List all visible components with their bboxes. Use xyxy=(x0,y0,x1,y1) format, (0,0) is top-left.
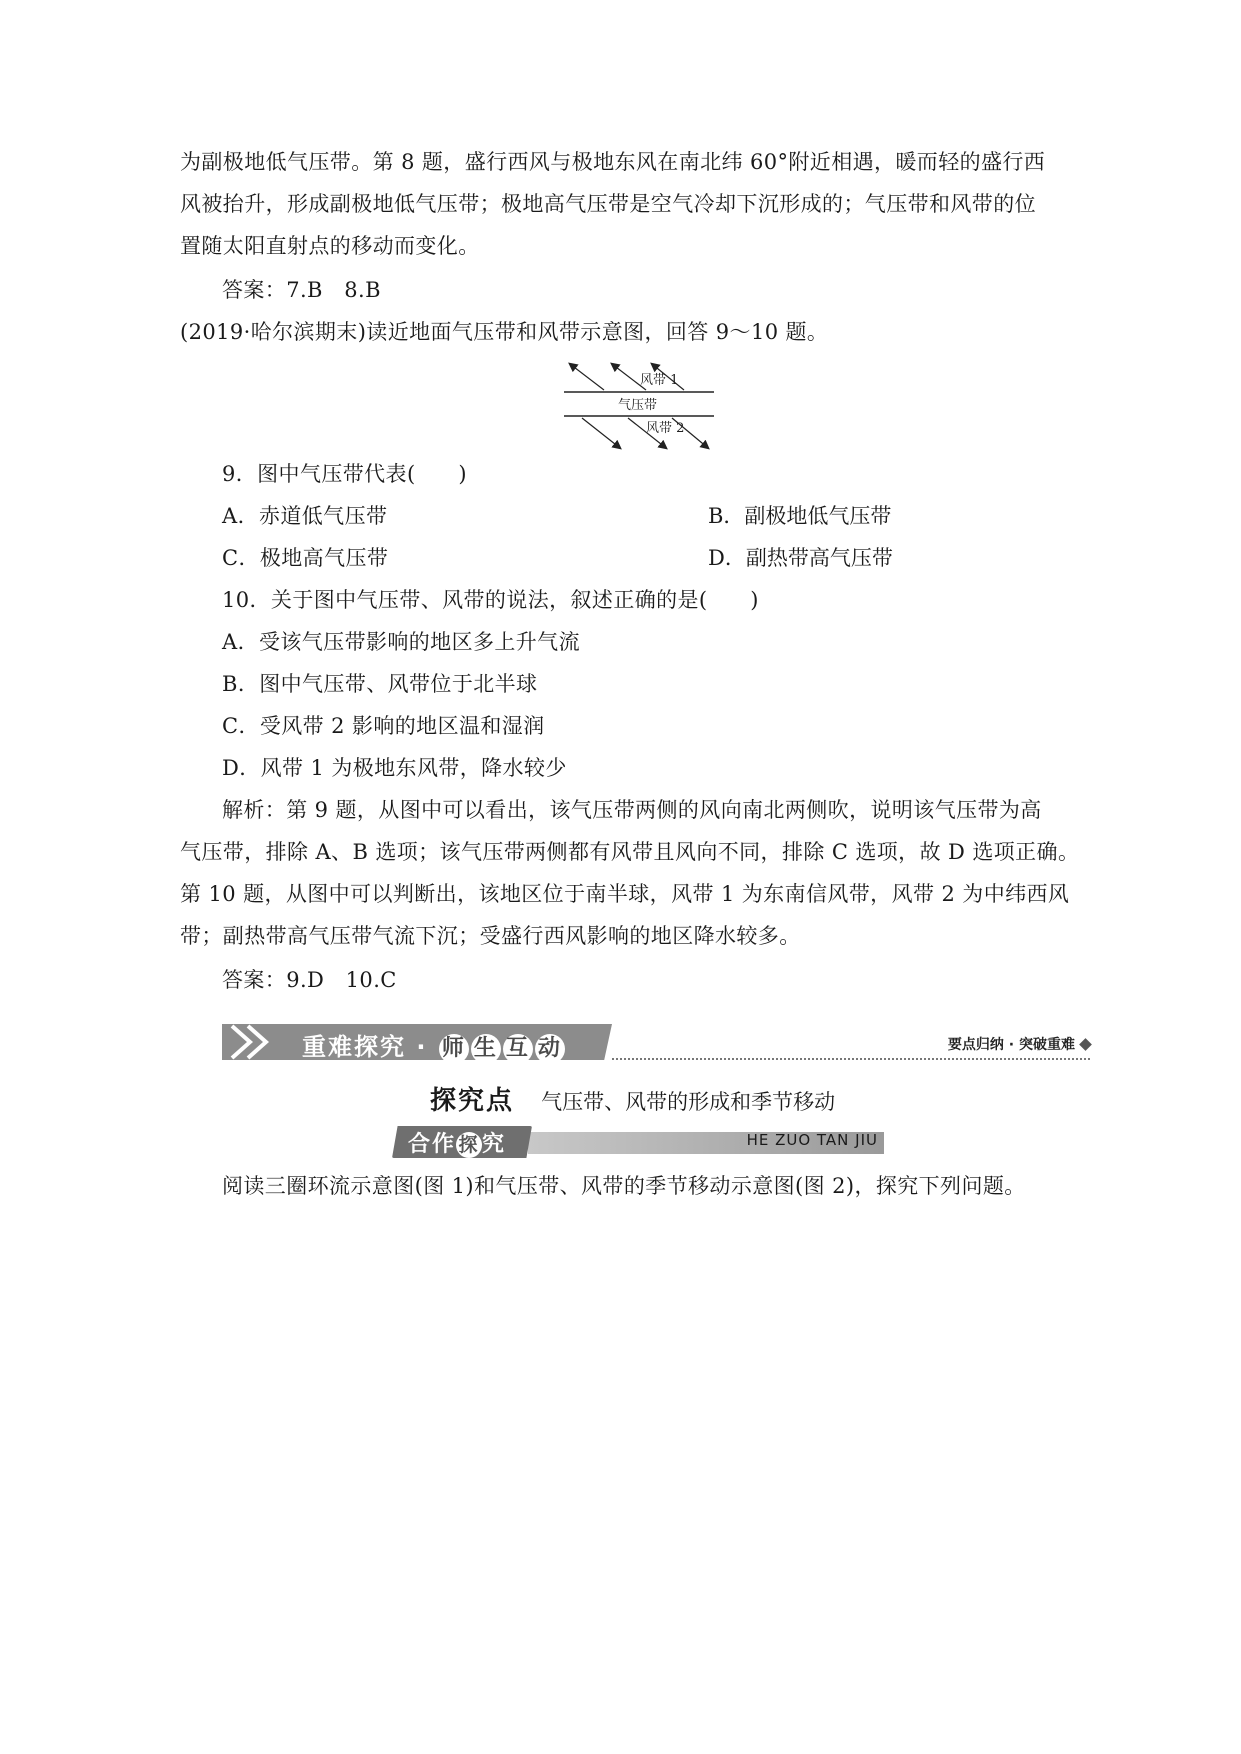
chevron-double-icon xyxy=(228,1024,288,1060)
question-10-option-b: B．图中气压带、风带位于北半球 xyxy=(222,672,538,696)
analysis-line: 第 10 题，从图中可以判断出，该地区位于南半球，风带 1 为东南信风带，风带 2 为中纬西风 xyxy=(180,882,1070,906)
sub-banner xyxy=(392,1126,884,1158)
reading-instruction: 阅读三圈环流示意图(图 1)和气压带、风带的季节移动示意图(图 2)，探究下列问题。 xyxy=(222,1174,1026,1198)
analysis-line: 解析：第 9 题，从图中可以看出，该气压带两侧的风向南北两侧吹，说明该气压带为高 xyxy=(222,798,1042,822)
question-9-option-c: C．极地高气压带 xyxy=(222,546,389,570)
section-banner-title: 重难探究 · 师 生 互 动 xyxy=(302,1027,566,1064)
pressure-wind-diagram xyxy=(560,360,720,456)
paragraph-line: 为副极地低气压带。第 8 题，盛行西风与极地东风在南北纬 60°附近相遇，暖而轻的盛行西 xyxy=(180,150,1046,174)
divider xyxy=(612,1058,1090,1060)
answer-line: 答案：9.D 10.C xyxy=(222,968,397,992)
topic-label: 探究点 xyxy=(430,1086,515,1116)
question-10-stem: 10．关于图中气压带、风带的说法，叙述正确的是( ) xyxy=(222,588,759,612)
question-intro: (2019·哈尔滨期末)读近地面气压带和风带示意图，回答 9～10 题。 xyxy=(180,320,829,344)
topic-text: 气压带、风带的形成和季节移动 xyxy=(541,1090,836,1114)
section-banner-subtitle: 要点归纳 · 突破重难 xyxy=(948,1034,1090,1054)
sub-banner-title: 合作 探 究 xyxy=(408,1132,507,1157)
question-10-option-d: D．风带 1 为极地东风带，降水较少 xyxy=(222,756,567,780)
question-10-option-c: C．受风带 2 影响的地区温和湿润 xyxy=(222,714,545,738)
question-9-stem: 9．图中气压带代表( ) xyxy=(222,462,467,486)
question-10-option-a: A．受该气压带影响的地区多上升气流 xyxy=(222,630,580,654)
topic-heading xyxy=(430,1080,835,1117)
analysis-line: 气压带，排除 A、B 选项；该气压带两侧都有风带且风向不同，排除 C 选项，故 D 选项正确。 xyxy=(180,840,1080,864)
analysis-line: 带；副热带高气压带气流下沉；受盛行西风影响的地区降水较多。 xyxy=(180,924,801,948)
question-9-option-a: A．赤道低气压带 xyxy=(222,504,388,528)
wind-belt-1-label: 风带 1 xyxy=(640,373,679,388)
question-9-option-d: D．副热带高气压带 xyxy=(708,546,893,570)
diamond-icon xyxy=(1079,1038,1092,1051)
answer-line: 答案：7.B 8.B xyxy=(222,278,381,302)
wind-belt-2-label: 风带 2 xyxy=(646,421,685,436)
paragraph-line: 置随太阳直射点的移动而变化。 xyxy=(180,234,480,258)
section-banner xyxy=(222,1022,1090,1062)
sub-banner-pinyin: HE ZUO TAN JIU xyxy=(746,1131,878,1149)
pressure-belt-label: 气压带 xyxy=(618,398,658,413)
question-9-option-b: B．副极地低气压带 xyxy=(708,504,892,528)
paragraph-line: 风被抬升，形成副极地低气压带；极地高气压带是空气冷却下沉形成的；气压带和风带的位 xyxy=(180,192,1036,216)
